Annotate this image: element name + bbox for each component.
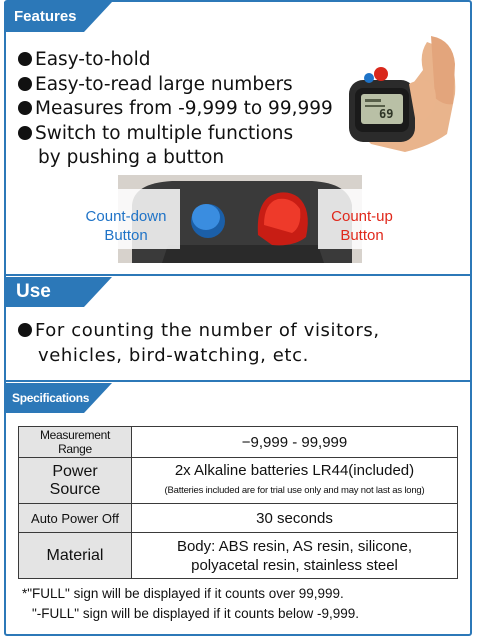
spec-value: Body: ABS resin, AS resin, silicone, polyacetal resin, stainless steel: [132, 533, 458, 579]
spec-note: (Batteries included are for trial use only and may not last as long): [164, 484, 425, 496]
feature-item-continuation: by pushing a button: [38, 147, 225, 168]
feature-item: Measures from -9,999 to 99,999: [18, 97, 333, 122]
count-down-label: Count-down Button: [85, 208, 167, 244]
use-banner: [4, 277, 112, 307]
specifications-table: [18, 426, 458, 579]
hand-held-counter-photo: [335, 34, 462, 154]
spec-label: Measurement Range: [19, 427, 132, 458]
spec-value: −9,999 - 99,999: [132, 427, 458, 458]
count-up-label: Count-up Button: [331, 208, 393, 244]
table-row: [19, 427, 458, 458]
section-divider: [6, 380, 470, 382]
photo-display-value: 69: [379, 107, 394, 121]
note-line: "-FULL" sign will be displayed if it counts below -9,999.: [32, 606, 359, 621]
specifications-title: Specifications: [12, 391, 90, 405]
spec-value: 30 seconds: [132, 504, 458, 533]
table-row: [19, 504, 458, 533]
table-row: [19, 458, 458, 504]
feature-item: Easy-to-hold: [18, 48, 333, 73]
spec-value: 2x Alkaline batteries LR44(included) (Batteries included are for trial use only and may not last as long): [132, 458, 458, 504]
buttons-closeup-photo: [72, 175, 408, 263]
specifications-notes: [22, 584, 359, 624]
section-divider: [6, 274, 470, 276]
table-row: [19, 533, 458, 579]
use-title: Use: [16, 281, 51, 302]
features-banner: [4, 2, 112, 32]
feature-item: Easy-to-read large numbers: [18, 73, 333, 98]
note-line: *"FULL" sign will be displayed if it counts over 99,999.: [22, 586, 344, 601]
features-title: Features: [14, 8, 77, 25]
spec-label: Material: [19, 533, 132, 579]
features-list: [18, 48, 333, 171]
spec-label: Auto Power Off: [19, 504, 132, 533]
use-description: For counting the number of visitors, vehicles, bird-watching, etc.: [18, 318, 380, 368]
feature-item: Switch to multiple functions: [18, 122, 333, 147]
specifications-banner: [4, 383, 112, 413]
spec-label: Power Source: [19, 458, 132, 504]
